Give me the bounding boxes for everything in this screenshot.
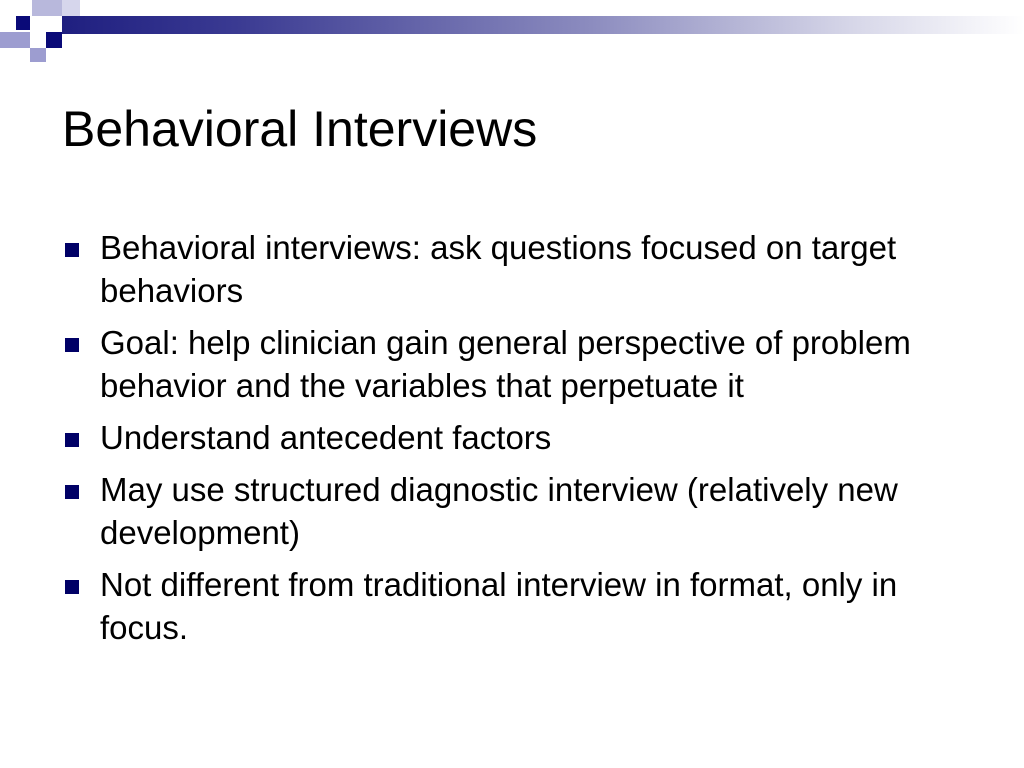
slide-title: Behavioral Interviews [62,101,538,157]
bullet-item [62,416,982,459]
header-gradient-bar [62,16,1024,34]
bullet-text: Not different from traditional interview in format, only in focus. [100,566,898,646]
bullet-text: Understand antecedent factors [100,419,552,456]
bullet-text: Behavioral interviews: ask questions focused on target behaviors [100,229,897,309]
deco-square [30,48,46,62]
square-bullet-icon [65,243,79,257]
bullet-item [62,563,982,649]
deco-square [46,32,62,48]
bullet-text: Goal: help clinician gain general perspective of problem behavior and the variables that perpetuate it [100,324,911,404]
bullet-item [62,468,982,554]
bullet-text: May use structured diagnostic interview (relatively new development) [100,471,898,551]
deco-square [16,16,30,30]
deco-square [0,32,30,48]
deco-square [32,0,62,16]
bullet-list [62,226,982,658]
bullet-item [62,321,982,407]
deco-square [62,0,80,16]
square-bullet-icon [65,338,79,352]
square-bullet-icon [65,485,79,499]
deco-square [46,16,62,32]
square-bullet-icon [65,433,79,447]
bullet-item [62,226,982,312]
square-bullet-icon [65,580,79,594]
deco-square [0,0,16,16]
